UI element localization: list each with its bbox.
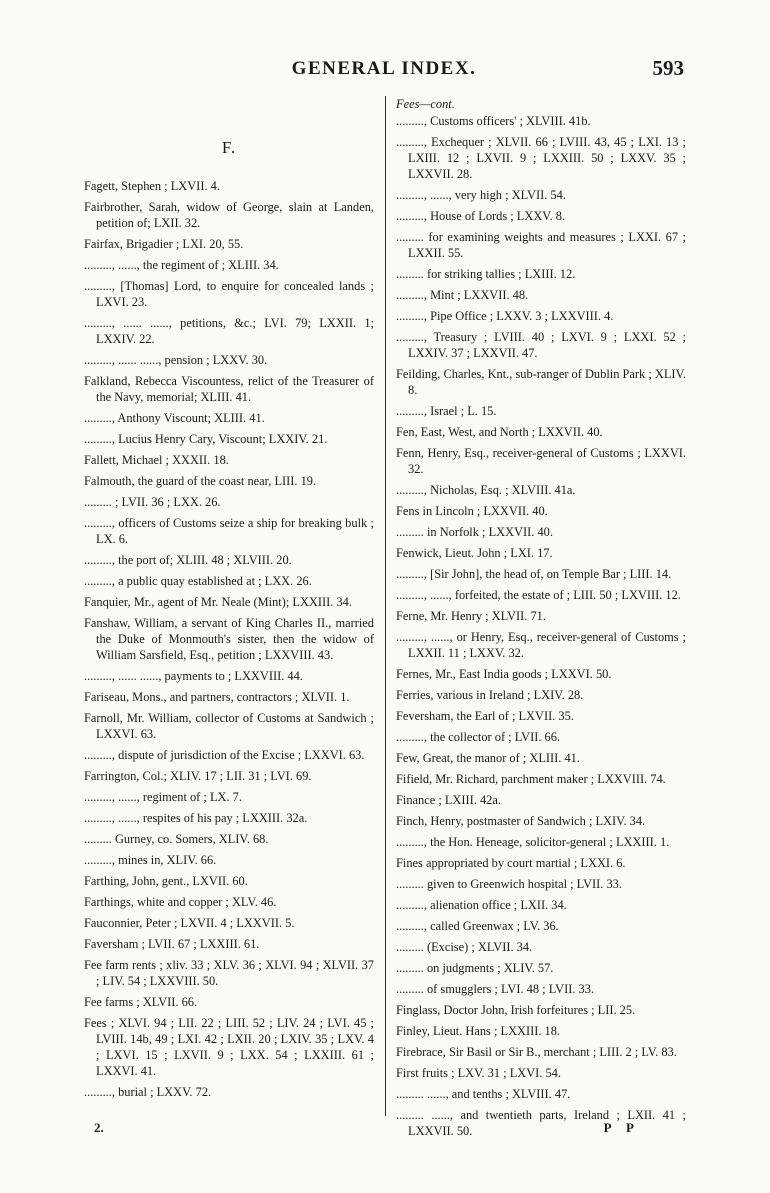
index-entry: ........., ......, regiment of ; LX. 7. [84,790,242,804]
index-entry: Feversham, the Earl of ; LXVII. 35. [396,709,574,723]
index-entry: ........., ......, forfeited, the estate of ; LIII. 50 ; LXVIII. 12. [396,588,681,602]
index-entry: ........., ...... ......, pension ; LXXV. 30. [84,353,268,367]
index-entry: ......... in Norfolk ; LXXVII. 40. [396,525,553,539]
index-entry: Fanshaw, William, a servant of King Charles II., married the Duke of Monmouth's sister, then the widow of William Sarsfield, Esq., petition ; LXXVIII. 43. [84,616,374,662]
page-footer [84,1120,684,1140]
index-entry: ......... ; LVII. 36 ; LXX. 26. [84,495,221,509]
page-header [84,56,684,86]
sheet-mark: P P [603,1120,640,1135]
index-entry: Fairfax, Brigadier ; LXI. 20, 55. [84,237,244,251]
index-entry: Fines appropriated by court martial ; LXXI. 6. [396,856,626,870]
index-entry: ........., burial ; LXXV. 72. [84,1085,212,1099]
right-entry-list [396,113,686,1139]
index-entry: ......... for striking tallies ; LXIII. 12. [396,267,576,281]
index-entry: ........., Nicholas, Esq. ; XLVIII. 41a. [396,483,576,497]
index-entry: Fees ; XLVI. 94 ; LII. 22 ; LIII. 52 ; LIV. 24 ; LVI. 45 ; LVIII. 14b, 49 ; LXI. 42 ; LXII. 20 ; LXIV. 35 ; LXV. 4 ; LXVI. 15 ; LXVII. 9 ; LXX. 54 ; LXXIII. 61 ; LXXVI. 41. [84,1016,374,1078]
index-entry: Farrington, Col.; XLIV. 17 ; LII. 31 ; LVI. 69. [84,769,312,783]
index-entry: ......... for examining weights and measures ; LXXI. 67 ; LXXII. 55. [396,230,686,260]
index-entry: Farnoll, Mr. William, collector of Customs at Sandwich ; LXXVI. 63. [84,711,374,741]
index-entry: Farthing, John, gent., LXVII. 60. [84,874,248,888]
index-entry: ........., ......, or Henry, Esq., receiver-general of Customs ; LXXII. 11 ; LXXV. 32. [396,630,686,660]
index-entry: ......... on judgments ; XLIV. 57. [396,961,554,975]
page-number: 593 [652,56,684,80]
index-entry: Finley, Lieut. Hans ; LXXIII. 18. [396,1024,561,1038]
left-entry-list [84,178,374,1100]
index-entry: ........., officers of Customs seize a ship for breaking bulk ; LX. 6. [84,516,374,546]
index-entry: ........., ...... ......, payments to ; LXXVIII. 44. [84,669,303,683]
index-entry: Fifield, Mr. Richard, parchment maker ; LXXVIII. 74. [396,772,666,786]
index-entry: ........., ......, very high ; XLVII. 54. [396,188,566,202]
index-entry: ......... of smugglers ; LVI. 48 ; LVII. 33. [396,982,595,996]
index-entry: Fallett, Michael ; XXXII. 18. [84,453,229,467]
index-entry: ........., called Greenwax ; LV. 36. [396,919,559,933]
index-entry: Fee farm rents ; xliv. 33 ; XLV. 36 ; XLVI. 94 ; XLVII. 37 ; LIV. 54 ; LXXVIII. 50. [84,958,374,988]
index-entry: ........., Customs officers' ; XLVIII. 41b. [396,114,591,128]
index-entry: ........., Exchequer ; XLVII. 66 ; LVIII. 43, 45 ; LXI. 13 ; LXIII. 12 ; LXVII. 9 ; LXXIII. 50 ; LXXV. 35 ; LXXVII. 28. [396,135,686,181]
index-entry: ........., Mint ; LXXVII. 48. [396,288,529,302]
index-entry: ........., mines in, XLIV. 66. [84,853,217,867]
index-entry: ......... Gurney, co. Somers, XLIV. 68. [84,832,269,846]
index-entry: Feilding, Charles, Knt., sub-ranger of Dublin Park ; XLIV. 8. [396,367,686,397]
index-entry: ......... (Excise) ; XLVII. 34. [396,940,533,954]
left-column [84,96,374,1105]
index-entry: ........., Anthony Viscount; XLIII. 41. [84,411,265,425]
index-entry: ........., Israel ; L. 15. [396,404,497,418]
index-entry: Firebrace, Sir Basil or Sir B., merchant ; LIII. 2 ; LV. 83. [396,1045,677,1059]
index-entry: ......... given to Greenwich hospital ; LVII. 33. [396,877,622,891]
index-entry: Falkland, Rebecca Viscountess, relict of the Treasurer of the Navy, memorial; XLIII. 41. [84,374,374,404]
index-entry: Faversham ; LVII. 67 ; LXXIII. 61. [84,937,260,951]
running-title: GENERAL INDEX. [291,58,477,79]
index-entry: Fee farms ; XLVII. 66. [84,995,198,1009]
right-column [396,96,686,1144]
index-entry: Fenwick, Lieut. John ; LXI. 17. [396,546,553,560]
index-entry: ........., [Sir John], the head of, on Temple Bar ; LIII. 14. [396,567,672,581]
index-entry: ........., Lucius Henry Cary, Viscount; LXXIV. 21. [84,432,328,446]
index-entry: ........., dispute of jurisdiction of the Excise ; LXXVI. 63. [84,748,365,762]
column-divider [385,96,386,1116]
index-entry: ........., a public quay established at ; LXX. 26. [84,574,312,588]
index-entry: First fruits ; LXV. 31 ; LXVI. 54. [396,1066,561,1080]
index-entry: ........., alienation office ; LXII. 34. [396,898,567,912]
index-entry: ........., ...... ......, petitions, &c.; LVI. 79; LXXII. 1; LXXIV. 22. [84,316,374,346]
signature-mark: 2. [94,1120,104,1135]
index-entry: ........., [Thomas] Lord, to enquire for concealed lands ; LXVI. 23. [84,279,374,309]
index-entry: ......... ......, and tenths ; XLVIII. 47. [396,1087,571,1101]
index-entry: Finch, Henry, postmaster of Sandwich ; LXIV. 34. [396,814,646,828]
index-entry: Fauconnier, Peter ; LXVII. 4 ; LXXVII. 5. [84,916,295,930]
index-entry: Farthings, white and copper ; XLV. 46. [84,895,277,909]
index-entry: Ferries, various in Ireland ; LXIV. 28. [396,688,584,702]
index-entry: Fens in Lincoln ; LXXVII. 40. [396,504,548,518]
index-entry: Fenn, Henry, Esq., receiver-general of Customs ; LXXVI. 32. [396,446,686,476]
index-entry: ........., House of Lords ; LXXV. 8. [396,209,566,223]
index-entry: Fen, East, West, and North ; LXXVII. 40. [396,425,603,439]
continuation-heading: Fees—cont. [396,97,455,111]
index-entry: Fariseau, Mons., and partners, contractors ; XLVII. 1. [84,690,350,704]
index-entry: Fagett, Stephen ; LXVII. 4. [84,179,220,193]
index-entry: Finglass, Doctor John, Irish forfeitures ; LII. 25. [396,1003,636,1017]
index-entry: Few, Great, the manor of ; XLIII. 41. [396,751,580,765]
index-entry: ........., ......, the regiment of ; XLIII. 34. [84,258,279,272]
index-entry: ........., the port of; XLIII. 48 ; XLVIII. 20. [84,553,292,567]
index-entry: Fairbrother, Sarah, widow of George, slain at Landen, petition of; LXII. 32. [84,200,374,230]
index-entry: ........., ......, respites of his pay ; LXXIII. 32a. [84,811,308,825]
index-entry: ........., Treasury ; LVIII. 40 ; LXVI. 9 ; LXXI. 52 ; LXXIV. 37 ; LXXVII. 47. [396,330,686,360]
index-entry: Ferne, Mr. Henry ; XLVII. 71. [396,609,546,623]
index-entry: ......... ......, and twentieth parts, Ireland ; LXII. 41 ; LXXVII. 50. [396,1108,686,1138]
index-entry: ........., Pipe Office ; LXXV. 3 ; LXXVIII. 4. [396,309,614,323]
index-entry: ........., the collector of ; LVII. 66. [396,730,561,744]
index-entry: Finance ; LXIII. 42a. [396,793,501,807]
index-entry: Falmouth, the guard of the coast near, LIII. 19. [84,474,317,488]
index-entry: Fernes, Mr., East India goods ; LXXVI. 50. [396,667,612,681]
section-letter: F. [221,138,237,157]
index-entry: Fanquier, Mr., agent of Mr. Neale (Mint); LXXIII. 34. [84,595,352,609]
index-entry: ........., the Hon. Heneage, solicitor-general ; LXXIII. 1. [396,835,670,849]
